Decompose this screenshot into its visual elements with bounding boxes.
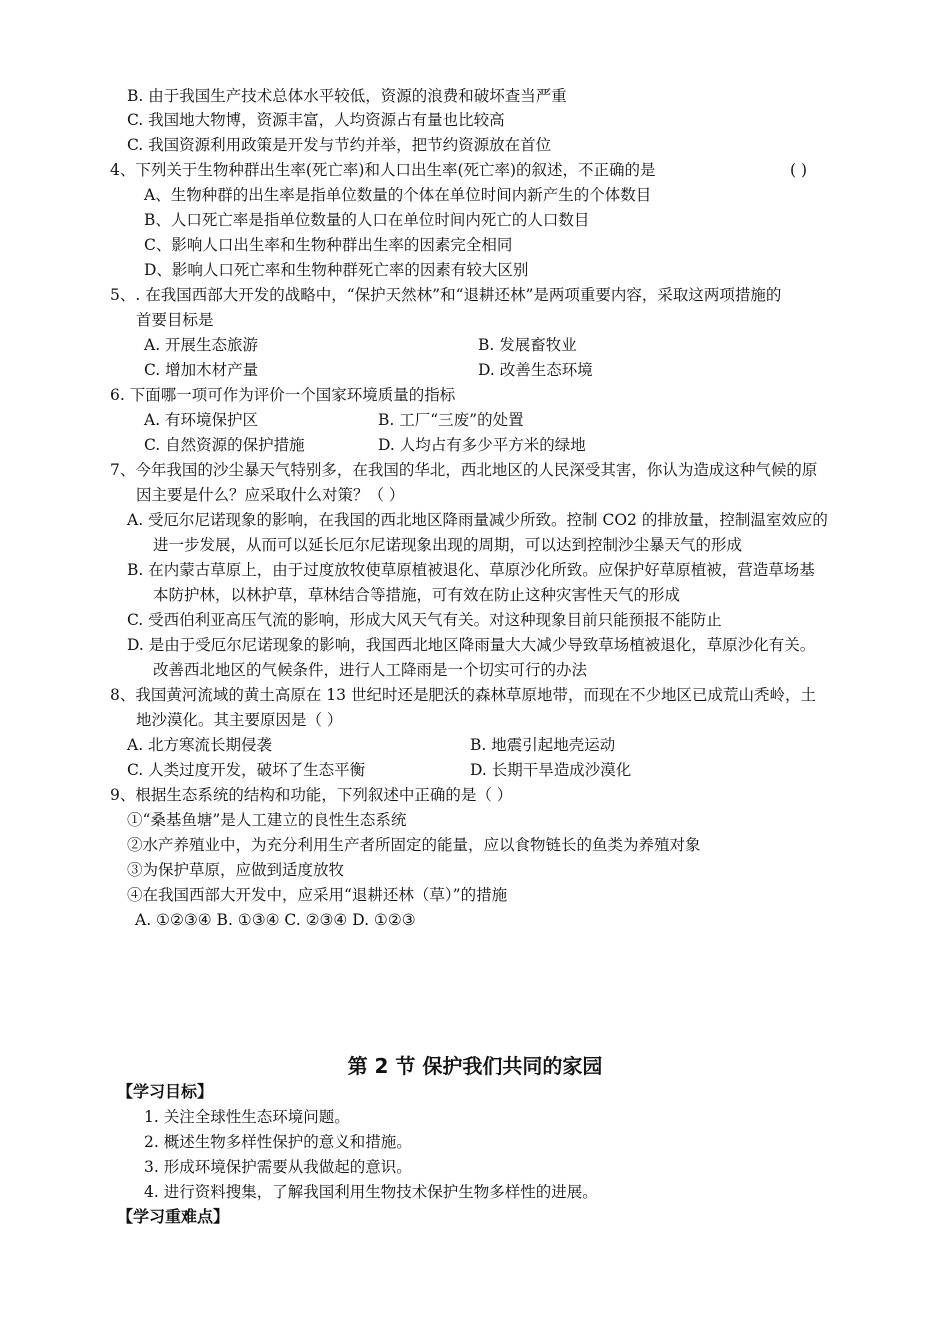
q4-option-d: D、影响人口死亡率和生物种群死亡率的因素有较大区别 [144,261,529,279]
question-5-cont: 首要目标是 [136,311,214,329]
question-4 [110,160,850,180]
q6-option-a: A. 有环境保护区 [144,411,259,429]
q7-option-c: C. 受西伯利亚高压气流的影响，形成大风天气有关。对这种现象目前只能预报不能防止 [127,611,722,629]
objective-item: 1. 关注全球性生态环境问题。 [144,1108,350,1126]
q7-option-b: B. 在内蒙古草原上，由于过度放牧使草原植被退化、草原沙化所致。应保护好草原植被，营造草场基 [127,561,815,579]
q7-option-b-cont: 本防护林，以林护草，草林结合等措施，可有效在防止这种灾害性天气的形成 [153,586,681,604]
q4-option-a: A、生物种群的出生率是指单位数量的个体在单位时间内新产生的个体数目 [144,186,652,204]
q7-option-a: A. 受厄尔尼诺现象的影响，在我国的西北地区降雨量减少所致。控制 CO2 的排放量，控制温室效应的 [127,511,828,529]
question-7: 7、今年我国的沙尘暴天气特别多，在我国的华北，西北地区的人民深受其害，你认为造成这种气候的原 [110,461,818,479]
q7-option-d-cont: 改善西北地区的气候条件，进行人工降雨是一个切实可行的办法 [153,661,588,679]
q5-option-d: D. 改善生态环境 [478,361,593,379]
answer-blank: ( ) [790,161,808,179]
q8-option-a: A. 北方寒流长期侵袭 [127,736,273,754]
question-4-text: 4、下列关于生物种群出生率(死亡率)和人口出生率(死亡率)的叙述，不正确的是 [110,161,656,179]
question-7-cont: 因主要是什么？应采取什么对策？（ ） [136,486,405,504]
objectives-heading: 【学习目标】 [117,1082,214,1101]
q7-option-a-cont: 进一步发展，从而可以延长厄尔尼诺现象出现的周期，可以达到控制沙尘暴天气的形成 [153,536,743,554]
q9-statement-2: ②水产养殖业中，为充分利用生产者所固定的能量，应以食物链长的鱼类为养殖对象 [127,836,701,854]
q3-option-d: C. 我国资源利用政策是开发与节约并举，把节约资源放在首位 [127,136,552,154]
q6-option-d: D. 人均占有多少平方米的绿地 [378,436,586,454]
q8-option-c: C. 人类过度开发，破坏了生态平衡 [127,761,366,779]
q5-option-a: A. 开展生态旅游 [144,336,259,354]
objective-item: 2. 概述生物多样性保护的意义和措施。 [144,1133,412,1151]
question-5: 5、. 在我国西部大开发的战略中，“保护天然林”和“退耕还林”是两项重要内容，采取这两项措施的 [110,286,782,304]
q9-statement-3: ③为保护草原，应做到适度放牧 [127,861,345,879]
q7-option-d: D. 是由于受厄尔尼诺现象的影响，我国西北地区降雨量大大减少导致草场植被退化，草原沙化有关。 [127,636,816,654]
keypoints-heading: 【学习重难点】 [117,1207,230,1226]
q9-statement-4: ④在我国西部大开发中，应采用“退耕还林（草）”的措施 [127,886,508,904]
section-title: 第 2 节 保护我们共同的家园 [347,1054,603,1078]
q4-option-b: B、人口死亡率是指单位数量的人口在单位时间内死亡的人口数目 [144,211,590,229]
q6-option-b: B. 工厂“三废”的处置 [378,411,524,429]
q6-option-c: C. 自然资源的保护措施 [144,436,305,454]
q3-option-c: C. 我国地大物博，资源丰富，人均资源占有量也比较高 [127,111,505,129]
q8-option-b: B. 地震引起地壳运动 [470,736,616,754]
question-6: 6. 下面哪一项可作为评价一个国家环境质量的指标 [110,386,456,404]
question-8: 8、我国黄河流域的黄土高原在 13 世纪时还是肥沃的森林草原地带，而现在不少地区已成荒山秃岭，土 [110,686,816,704]
q8-option-d: D. 长期干旱造成沙漠化 [470,761,632,779]
q9-options: A. ①②③④ B. ①③④ C. ②③④ D. ①②③ [135,911,416,929]
question-9: 9、根据生态系统的结构和功能，下列叙述中正确的是（ ） [110,786,513,804]
q9-statement-1: ①“桑基鱼塘”是人工建立的良性生态系统 [127,811,407,829]
objective-item: 3. 形成环境保护需要从我做起的意识。 [144,1158,412,1176]
q3-option-b: B. 由于我国生产技术总体水平较低，资源的浪费和破坏查当严重 [127,87,567,105]
objective-item: 4. 进行资料搜集，了解我国利用生物技术保护生物多样性的进展。 [144,1183,598,1201]
q5-option-b: B. 发展畜牧业 [478,336,577,354]
q5-option-c: C. 增加木材产量 [144,361,259,379]
q4-option-c: C、影响人口出生率和生物种群出生率的因素完全相同 [144,236,513,254]
question-8-cont: 地沙漠化。其主要原因是（ ） [136,711,343,729]
